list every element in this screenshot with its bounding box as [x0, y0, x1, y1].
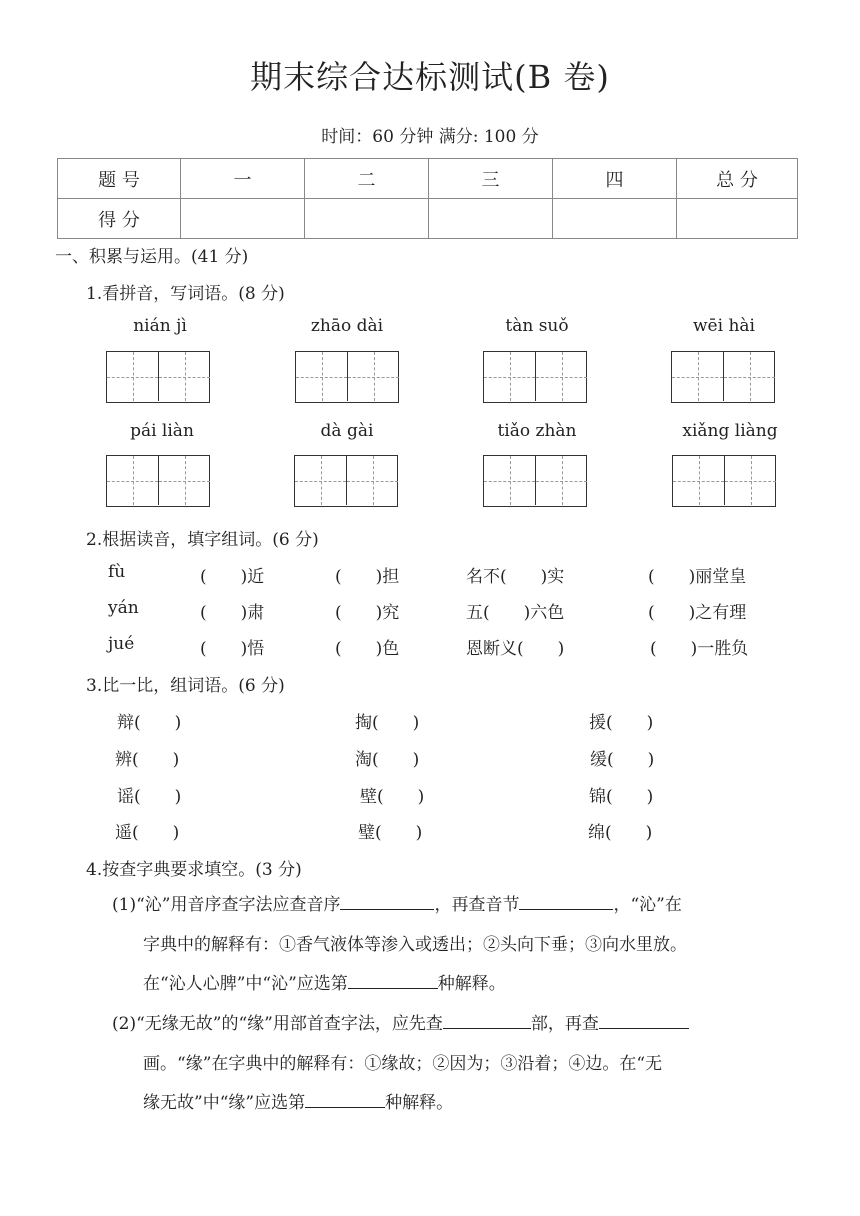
- compare-item[interactable]: 璧( ): [358, 823, 423, 843]
- score-input-cell[interactable]: [429, 199, 553, 239]
- pinyin-label: nián jì: [133, 316, 187, 336]
- writing-grid[interactable]: [106, 351, 210, 403]
- writing-grid[interactable]: [106, 455, 210, 507]
- q4-part-2-line-3: [143, 1088, 453, 1113]
- compare-item[interactable]: 绵( ): [588, 823, 653, 843]
- pinyin-label: pái liàn: [130, 421, 194, 441]
- pinyin-label: tiǎo zhàn: [497, 421, 577, 441]
- compare-item[interactable]: 淘( ): [355, 750, 420, 770]
- header-cell: 四: [553, 159, 677, 199]
- fill-blank-item[interactable]: ( )丽堂皇: [648, 567, 747, 587]
- fill-blank-item[interactable]: 五( )六色: [466, 603, 565, 623]
- q4-text: 种解释。: [437, 974, 506, 994]
- reading-label: jué: [108, 634, 135, 654]
- fill-blank-item[interactable]: ( )悟: [200, 639, 265, 659]
- fill-blank-item[interactable]: ( )究: [335, 603, 400, 623]
- fill-blank-item[interactable]: ( )色: [335, 639, 400, 659]
- compare-item[interactable]: 辩( ): [117, 713, 182, 733]
- pinyin-label: zhāo dài: [310, 316, 384, 336]
- fill-blank-item[interactable]: 名不( )实: [466, 567, 565, 587]
- score-table-score-row: [58, 199, 798, 239]
- answer-blank[interactable]: [305, 1089, 385, 1108]
- question-2-title: 2.根据读音，填字组词。(6 分): [86, 530, 319, 550]
- header-cell: 题 号: [58, 159, 181, 199]
- fill-blank-item[interactable]: 恩断义( ): [466, 639, 565, 659]
- header-cell: 三: [429, 159, 553, 199]
- pinyin-label: xiǎng liàng: [682, 421, 778, 441]
- score-input-cell[interactable]: [553, 199, 677, 239]
- score-label-cell: 得 分: [58, 199, 181, 239]
- question-3-title: 3.比一比，组词语。(6 分): [86, 676, 285, 696]
- fill-blank-item[interactable]: ( )近: [200, 567, 265, 587]
- compare-item[interactable]: 援( ): [589, 713, 654, 733]
- compare-item[interactable]: 缓( ): [590, 750, 655, 770]
- score-input-cell[interactable]: [677, 199, 798, 239]
- writing-grid[interactable]: [672, 455, 776, 507]
- reading-label: fù: [108, 562, 126, 582]
- compare-item[interactable]: 遥( ): [115, 823, 180, 843]
- question-1-title: 1.看拼音，写词语。(8 分): [86, 284, 285, 304]
- q4-part-1-line-3: [143, 969, 506, 994]
- writing-grid[interactable]: [483, 351, 587, 403]
- section-1-heading: 一、积累与运用。(41 分): [55, 247, 249, 267]
- fill-blank-item[interactable]: ( )担: [335, 567, 400, 587]
- question-4-title: 4.按查字典要求填空。(3 分): [86, 860, 302, 880]
- pinyin-label: dà gài: [320, 421, 374, 441]
- compare-item[interactable]: 掏( ): [355, 713, 420, 733]
- score-input-cell[interactable]: [181, 199, 305, 239]
- q4-part-1-line-1: [112, 890, 682, 915]
- writing-grid[interactable]: [294, 455, 398, 507]
- q4-text: 缘无故”中“缘”应选第: [143, 1093, 306, 1113]
- q4-text: 部，再查: [530, 1014, 599, 1034]
- q4-text: ，“沁”在: [613, 895, 682, 915]
- q4-text: (1)“沁”用音序查字法应查音序: [112, 895, 341, 915]
- score-table: [57, 158, 798, 239]
- q4-part-2-line-1: [112, 1009, 689, 1034]
- pinyin-label: wēi hài: [693, 316, 755, 336]
- q4-part-2-line-2: 画。“缘”在字典中的解释有：①缘故；②因为；③沿着；④边。在“无: [143, 1054, 663, 1074]
- pinyin-label: tàn suǒ: [505, 316, 569, 336]
- page-title: 期末综合达标测试(B 卷): [250, 58, 610, 96]
- compare-item[interactable]: 壁( ): [360, 787, 425, 807]
- header-cell: 二: [305, 159, 429, 199]
- compare-item[interactable]: 谣( ): [117, 787, 182, 807]
- fill-blank-item[interactable]: ( )一胜负: [650, 639, 749, 659]
- compare-item[interactable]: 辨( ): [115, 750, 180, 770]
- reading-label: yán: [108, 598, 139, 618]
- q4-part-1-line-2: 字典中的解释有：①香气液体等渗入或透出；②头向下垂；③向水里放。: [143, 935, 687, 955]
- score-table-header-row: [58, 159, 798, 199]
- writing-grid[interactable]: [671, 351, 775, 403]
- header-cell: 一: [181, 159, 305, 199]
- q4-text: ，再查音节: [434, 895, 520, 915]
- exam-info: 时间：60 分钟 满分: 100 分: [321, 127, 539, 147]
- q4-text: 种解释。: [385, 1093, 454, 1113]
- q4-text: 在“沁人心脾”中“沁”应选第: [143, 974, 348, 994]
- q4-text: (2)“无缘无故”的“缘”用部首查字法，应先查: [112, 1014, 443, 1034]
- answer-blank[interactable]: [599, 1010, 689, 1029]
- answer-blank[interactable]: [340, 891, 434, 910]
- compare-item[interactable]: 锦( ): [589, 787, 654, 807]
- answer-blank[interactable]: [443, 1010, 531, 1029]
- writing-grid[interactable]: [483, 455, 587, 507]
- answer-blank[interactable]: [348, 970, 438, 989]
- writing-grid[interactable]: [295, 351, 399, 403]
- fill-blank-item[interactable]: ( )肃: [200, 603, 265, 623]
- answer-blank[interactable]: [519, 891, 613, 910]
- score-input-cell[interactable]: [305, 199, 429, 239]
- fill-blank-item[interactable]: ( )之有理: [648, 603, 747, 623]
- header-cell: 总 分: [677, 159, 798, 199]
